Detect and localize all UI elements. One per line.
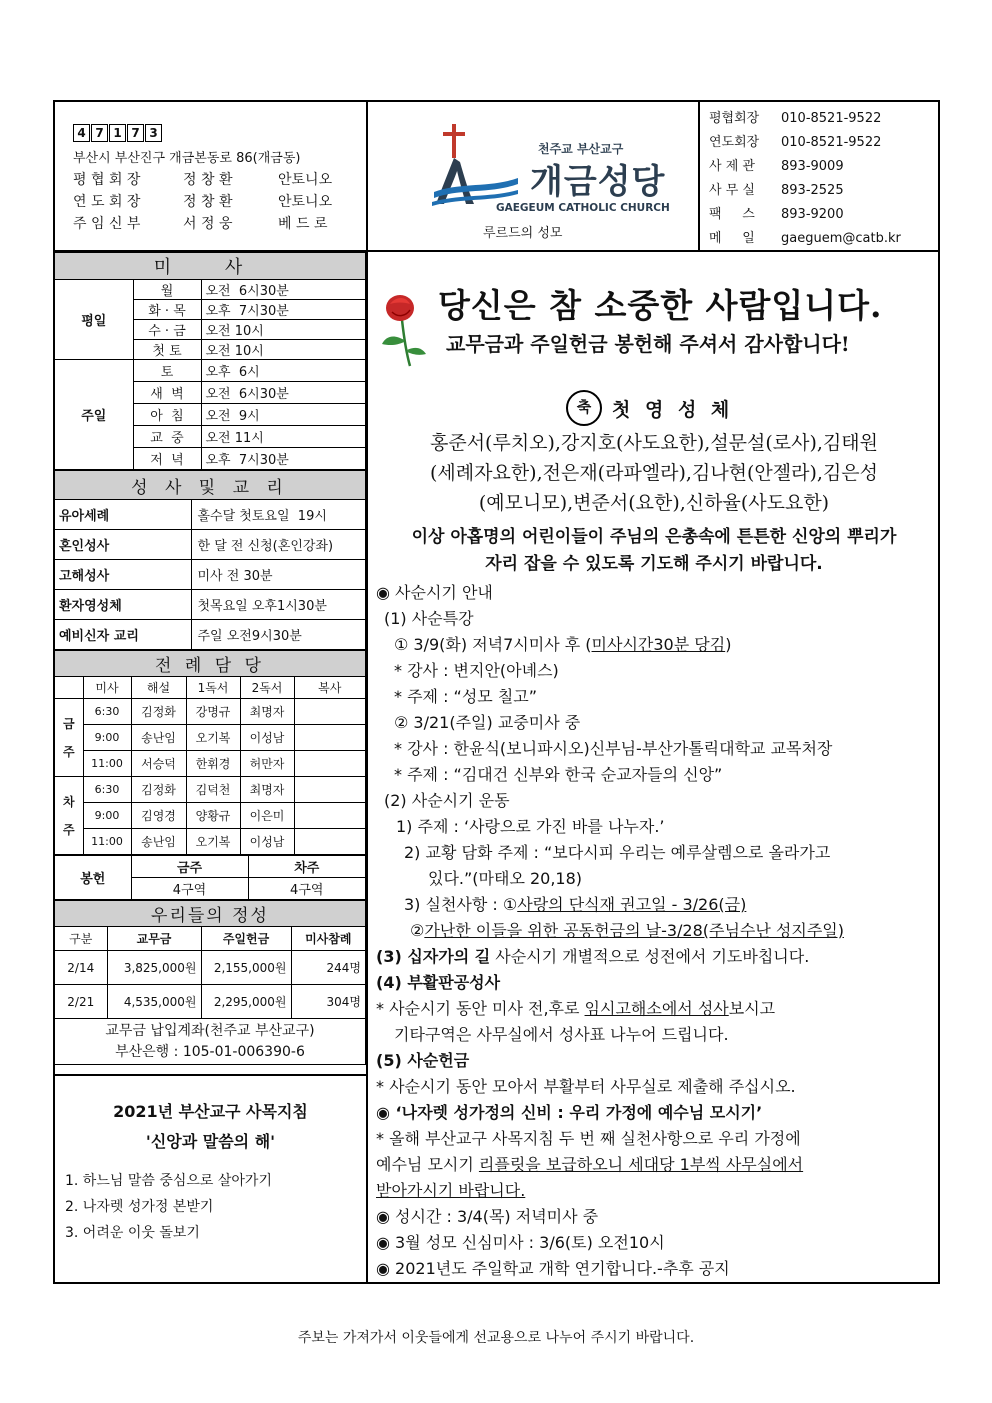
underlined-text: 받아가시기 바랍니다.	[376, 1181, 526, 1200]
contact-label: 팩 스	[709, 207, 755, 222]
nazareth-title: ◉ ‘나자렛 성가정의 신비 : 우리 가정에 예수님 모시기’	[376, 1103, 763, 1122]
donations-header: 주일헌금	[201, 927, 291, 951]
mass-time: 오후 7시30분	[201, 300, 366, 320]
notice-line: * 강사 : 한윤식(보니파시오)신부님-부산가톨릭대학교 교목처장	[394, 739, 833, 758]
liturgy-header: 복사	[294, 677, 366, 699]
contact-value: 010-8521-9522	[781, 111, 882, 126]
offering-header: 금주	[131, 856, 248, 878]
postal-digit: 7	[91, 124, 108, 142]
notice-line	[376, 918, 936, 944]
offering-header: 차주	[248, 856, 366, 878]
contact-row	[709, 155, 934, 179]
officer-baptismal: 안토니오	[278, 172, 333, 188]
liturgy-cell: 9:00	[83, 725, 131, 751]
section-heading: (1) 사순특강	[384, 609, 474, 628]
contact-divider	[698, 102, 700, 250]
church-name: 개금성당	[530, 162, 666, 202]
sacrament-value: 주일 오전9시30분	[191, 620, 366, 650]
guideline-list	[65, 1168, 272, 1246]
week-label: 금 주	[55, 699, 83, 777]
contact-label: 연도회장	[709, 135, 760, 150]
names-line: 홍준서(루치오),강지호(사도요한),설문설(로사),김태원	[429, 432, 879, 454]
underlined-text: 가난한 이들을 위한 공동헌금의 날-3/28(주님수난 성지주일)	[424, 921, 844, 940]
notice-line: 기타구역은 사무실에서 성사표 나누어 드립니다.	[394, 1025, 729, 1044]
mass-time: 오전 11시	[201, 426, 366, 448]
headline: 당신은 참 소중한 사람입니다.	[438, 286, 883, 325]
communicant-names	[368, 428, 940, 518]
contact-value: 010-8521-9522	[781, 135, 882, 150]
contact-row	[709, 179, 934, 203]
notice-line: * 올해 부산교구 사목지침 두 번 째 실천사항으로 우리 가정에	[376, 1129, 801, 1148]
guideline-title: 2021년 부산교구 사목지침	[113, 1102, 308, 1121]
liturgy-cell: 6:30	[83, 699, 131, 725]
contact-value: 893-9200	[781, 207, 844, 222]
guideline-item: 2. 나자렛 성가정 본받기	[65, 1199, 214, 1215]
notice-line: * 주제 : “김대건 신부와 한국 순교자들의 신앙”	[394, 765, 723, 784]
liturgy-cell: 오기복	[186, 725, 240, 751]
donation-cell: 2/21	[55, 985, 107, 1019]
officer-name: 정 창 환	[183, 172, 233, 188]
text-part: 예수님 모시기	[376, 1155, 479, 1174]
notice-line: * 강사 : 변지안(아녜스)	[394, 661, 559, 680]
postal-digit: 1	[109, 124, 126, 142]
underlined-text: 임시고해소에서 성사	[584, 999, 729, 1018]
donations-header: 미사참례	[291, 927, 366, 951]
sacraments-title: 성 사 및 교 리	[55, 471, 366, 500]
liturgy-header: 1독서	[186, 677, 240, 699]
contact-row	[709, 107, 934, 131]
section-heading: (3) 십자가의 길	[376, 947, 491, 966]
underlined-text: 미사시간30분 당김	[591, 635, 726, 654]
donations-header: 구분	[55, 927, 107, 951]
notice-line: ◉ 3월 성모 신심미사 : 3/6(토) 오전10시	[376, 1233, 665, 1252]
liturgy-cell: 6:30	[83, 777, 131, 803]
mass-table	[55, 252, 366, 470]
liturgy-cell: 허만자	[240, 751, 294, 777]
text-part: ②	[410, 921, 425, 940]
notice-line: ◉ 2021년도 주일학교 개학 연기합니다.-추후 공지	[376, 1259, 730, 1278]
notice-line: * 주제 : “성모 칠고”	[394, 687, 538, 706]
officer-title: 평 협 회 장	[73, 172, 141, 188]
notice-line: 1) 주제 : ‘사랑으로 가진 바를 나누자.’	[396, 817, 665, 836]
officer-row	[73, 191, 363, 213]
text-part: * 사순시기 동안 미사 전,후로	[376, 999, 585, 1018]
liturgy-cell: 11:00	[83, 751, 131, 777]
mass-time: 오전 6시30분	[201, 382, 366, 404]
mass-day: 첫 토	[133, 340, 201, 360]
mass-title: 미 사	[55, 253, 366, 280]
officer-baptismal: 베 드 로	[278, 216, 328, 232]
liturgy-cell: 김덕천	[186, 777, 240, 803]
sunday-label: 주일	[55, 360, 133, 470]
guideline-item: 1. 하느님 말씀 중심으로 살아가기	[65, 1173, 272, 1189]
notice-line: * 사순시기 동안 모아서 부활부터 사무실로 제출해 주십시오.	[376, 1077, 796, 1096]
underlined-text: 사랑의 단식재 권고일 - 3/26(금)	[517, 895, 747, 914]
guideline-box	[55, 1065, 366, 1265]
section-heading: (2) 사순시기 운동	[384, 791, 510, 810]
contact-row	[709, 203, 934, 227]
contact-list	[709, 107, 934, 251]
donations-title: 우리들의 정성	[55, 901, 366, 927]
diocese-name: 천주교 부산교구	[538, 142, 624, 156]
mass-time: 오후 6시	[201, 360, 366, 382]
subheadline: 교무금과 주일헌금 봉헌해 주셔서 감사합니다!	[446, 332, 850, 356]
notice-line	[376, 892, 936, 918]
contact-value: 893-2525	[781, 183, 844, 198]
liturgy-title: 전 례 담 당	[55, 651, 366, 677]
text-part: )	[725, 635, 732, 654]
sacrament-name: 혼인성사	[55, 530, 191, 560]
sacrament-name: 고해성사	[55, 560, 191, 590]
text-part: 3) 실천사항 : ①	[404, 895, 518, 914]
sacrament-name: 유아세례	[55, 500, 191, 530]
officer-title: 연 도 회 장	[73, 194, 141, 210]
liturgy-cell: 김정화	[131, 777, 186, 803]
congrats-badge: 축	[566, 390, 602, 426]
mass-day: 저 녁	[133, 448, 201, 470]
mass-day: 아 침	[133, 404, 201, 426]
sacrament-value: 미사 전 30분	[191, 560, 366, 590]
prayer-request	[368, 524, 940, 578]
bulletin-frame	[53, 100, 940, 1284]
mass-day: 화 · 목	[133, 300, 201, 320]
liturgy-cell: 오기복	[186, 829, 240, 855]
liturgy-cell: 김정화	[131, 699, 186, 725]
liturgy-cell: 한휘경	[186, 751, 240, 777]
sacrament-name: 예비신자 교리	[55, 620, 191, 650]
contact-row	[709, 227, 934, 251]
guideline-item: 3. 어려운 이웃 돌보기	[65, 1225, 200, 1241]
liturgy-cell: 11:00	[83, 829, 131, 855]
congrats-title: 첫 영 성 체	[612, 399, 734, 421]
mass-time: 오전 6시30분	[201, 280, 366, 300]
officer-title: 주 임 신 부	[73, 216, 141, 232]
officers	[73, 169, 363, 235]
liturgy-cell: 강명규	[186, 699, 240, 725]
liturgy-header: 해설	[131, 677, 186, 699]
liturgy-cell	[294, 777, 366, 803]
officer-row	[73, 213, 363, 235]
postal-code	[73, 124, 162, 142]
left-column	[55, 252, 366, 1265]
offering-value: 4구역	[248, 878, 366, 900]
names-line: (예모니모),변준서(요한),신하율(사도요한)	[478, 492, 830, 514]
rose-icon	[376, 290, 428, 368]
donation-cell: 2,295,000원	[201, 985, 291, 1019]
mass-day: 교 중	[133, 426, 201, 448]
notice-line: ② 3/21(주일) 교중미사 중	[394, 713, 581, 732]
sacrament-value: 첫목요일 오후1시30분	[191, 590, 366, 620]
sacrament-name: 환자영성체	[55, 590, 191, 620]
contact-value: 893-9009	[781, 159, 844, 174]
church-english-name: GAEGEUM CATHOLIC CHURCH	[496, 202, 670, 214]
guideline-divider	[53, 1074, 366, 1076]
liturgy-cell	[294, 699, 366, 725]
notice-line	[376, 944, 936, 970]
notice-line: 있다.”(마태오 20,18)	[428, 869, 583, 888]
liturgy-cell: 9:00	[83, 803, 131, 829]
offering-label: 봉헌	[55, 856, 131, 900]
contact-label: 사 무 실	[709, 183, 755, 198]
guideline-subtitle: '신앙과 말씀의 해'	[145, 1132, 276, 1151]
underlined-text: 리플릿을 보급하오니 세대당 1부씩 사무실에서	[478, 1155, 804, 1174]
patron-saint: 루르드의 성모	[483, 226, 563, 241]
address: 부산시 부산진구 개금본동로 86(개금동)	[73, 151, 301, 166]
liturgy-cell: 최명자	[240, 777, 294, 803]
account-info	[55, 1019, 366, 1065]
church-cross-logo-icon	[430, 118, 520, 210]
officer-name: 서 정 웅	[183, 216, 233, 232]
liturgy-cell	[294, 725, 366, 751]
mass-day: 새 벽	[133, 382, 201, 404]
sacrament-value: 한 달 전 신청(혼인강좌)	[191, 530, 366, 560]
account-line: 교무금 납입계좌(천주교 부산교구)	[105, 1022, 315, 1039]
liturgy-header: 미사	[83, 677, 131, 699]
liturgy-cell: 송난임	[131, 725, 186, 751]
liturgy-cell: 양황규	[186, 803, 240, 829]
officer-row	[73, 169, 363, 191]
contact-label: 평협회장	[709, 111, 760, 126]
notice-line	[376, 996, 936, 1022]
section-heading: (5) 사순헌금	[376, 1051, 470, 1070]
sacrament-value: 홀수달 첫토요일 19시	[191, 500, 366, 530]
donation-cell: 2,155,000원	[201, 951, 291, 985]
notice-line: 2) 교황 담화 주제 : “보다시피 우리는 예루살렘으로 올라가고	[404, 843, 831, 862]
text-part: 보시고	[728, 999, 776, 1018]
liturgy-cell: 김영경	[131, 803, 186, 829]
offering-table	[55, 855, 366, 900]
liturgy-header: 2독서	[240, 677, 294, 699]
mass-time: 오후 7시30분	[201, 448, 366, 470]
liturgy-cell	[294, 803, 366, 829]
mass-time: 오전 10시	[201, 320, 366, 340]
main-column	[368, 252, 940, 1282]
liturgy-header-blank	[55, 677, 83, 699]
contact-label: 사 제 관	[709, 159, 755, 174]
donation-cell: 3,825,000원	[107, 951, 201, 985]
liturgy-cell: 이성남	[240, 829, 294, 855]
postal-digit: 4	[73, 124, 90, 142]
donation-cell: 304명	[291, 985, 366, 1019]
offering-value: 4구역	[131, 878, 248, 900]
footer-note: 주보는 가져가서 이웃들에게 선교용으로 나누어 주시기 바랍니다.	[297, 1330, 695, 1346]
notice-line: ◉ 성시간 : 3/4(목) 저녁미사 중	[376, 1207, 599, 1226]
week-label: 차 주	[55, 777, 83, 855]
liturgy-cell	[294, 751, 366, 777]
officer-name: 정 창 환	[183, 194, 233, 210]
contact-value[interactable]: gaeguem@catb.kr	[781, 231, 901, 246]
text-part: 사순시기 개별적으로 성전에서 기도바칩니다.	[490, 947, 810, 966]
contact-row	[709, 131, 934, 155]
donation-cell: 2/14	[55, 951, 107, 985]
liturgy-cell	[294, 829, 366, 855]
liturgy-cell: 이은미	[240, 803, 294, 829]
officer-baptismal: 안토니오	[278, 194, 333, 210]
mass-time: 오전 10시	[201, 340, 366, 360]
notice-line	[376, 1152, 936, 1178]
postal-digit: 3	[145, 124, 162, 142]
sacraments-table	[55, 470, 366, 650]
section-heading: (4) 부활판공성사	[376, 973, 501, 992]
contact-label: 메 일	[709, 231, 755, 246]
donation-cell: 244명	[291, 951, 366, 985]
donations-table	[55, 900, 366, 1065]
weekday-label: 평일	[55, 280, 133, 360]
prayer-line: 자리 잡을 수 있도록 기도해 주시기 바랍니다.	[485, 554, 823, 574]
prayer-line: 이상 아홉명의 어린이들이 주님의 은총속에 튼튼한 신앙의 뿌리가	[411, 527, 897, 547]
lent-notices	[376, 580, 936, 1282]
liturgy-cell: 이성남	[240, 725, 294, 751]
liturgy-cell: 송난임	[131, 829, 186, 855]
liturgy-cell: 최명자	[240, 699, 294, 725]
donation-cell: 4,535,000원	[107, 985, 201, 1019]
mass-day: 토	[133, 360, 201, 382]
account-line: 부산은행 : 105-01-006390-6	[115, 1043, 305, 1060]
donations-header: 교무금	[107, 927, 201, 951]
mass-day: 월	[133, 280, 201, 300]
liturgy-cell: 서승덕	[131, 751, 186, 777]
church-logo	[430, 116, 690, 216]
mass-time: 오전 9시	[201, 404, 366, 426]
postal-digit: 7	[127, 124, 144, 142]
mass-day: 수 · 금	[133, 320, 201, 340]
liturgy-table	[55, 650, 366, 855]
notice-line	[376, 632, 936, 658]
text-part: ① 3/9(화) 저녁7시미사 후 (	[394, 635, 592, 654]
names-line: (세례자요한),전은재(라파엘라),김나현(안젤라),김은성	[429, 462, 879, 484]
lent-title: ◉ 사순시기 안내	[376, 583, 493, 602]
